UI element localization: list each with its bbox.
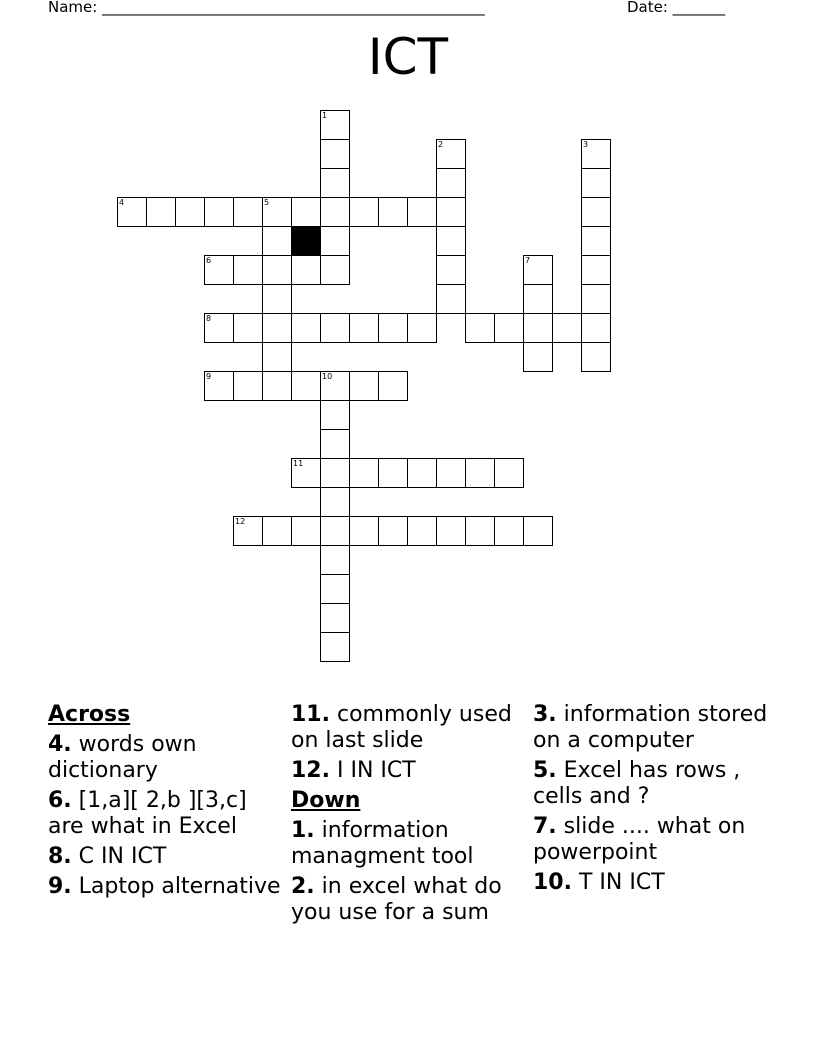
clue-down-3 xyxy=(533,702,769,754)
clue-number: 5. xyxy=(533,758,557,783)
grid-cell[interactable] xyxy=(581,139,611,169)
grid-cell[interactable] xyxy=(320,139,350,169)
grid-cell[interactable] xyxy=(291,197,321,227)
cell-number: 7 xyxy=(525,256,531,265)
grid-cell[interactable] xyxy=(349,458,379,488)
grid-cell[interactable] xyxy=(436,458,466,488)
clue-number: 3. xyxy=(533,702,557,727)
grid-cell[interactable] xyxy=(320,313,350,343)
clue-column-3 xyxy=(533,702,769,900)
grid-cell[interactable] xyxy=(320,168,350,198)
grid-cell[interactable] xyxy=(320,632,350,662)
grid-cell[interactable] xyxy=(581,342,611,372)
clue-number: 2. xyxy=(291,874,315,899)
cell-number: 8 xyxy=(206,314,212,323)
grid-cell[interactable] xyxy=(233,516,263,546)
clue-column-1 xyxy=(48,702,284,904)
grid-cell[interactable] xyxy=(320,458,350,488)
grid-cell[interactable] xyxy=(436,168,466,198)
grid-cell[interactable] xyxy=(204,371,234,401)
grid-cell[interactable] xyxy=(262,255,292,285)
grid-cell[interactable] xyxy=(320,255,350,285)
across-heading: Across xyxy=(48,702,131,727)
cell-number: 12 xyxy=(235,517,246,526)
clue-down-7 xyxy=(533,814,769,866)
grid-cell[interactable] xyxy=(204,197,234,227)
clue-text: [1,a][ 2,b ][3,c] are what in Excel xyxy=(48,788,247,839)
grid-cell[interactable] xyxy=(320,429,350,459)
clue-across-9 xyxy=(48,874,284,900)
grid-cell[interactable] xyxy=(262,342,292,372)
cell-number: 1 xyxy=(322,111,328,120)
grid-cell[interactable] xyxy=(581,226,611,256)
grid-cell[interactable] xyxy=(378,197,408,227)
grid-cell[interactable] xyxy=(523,516,553,546)
grid-cell[interactable] xyxy=(378,458,408,488)
grid-cell[interactable] xyxy=(465,313,495,343)
cell-number: 4 xyxy=(119,198,125,207)
grid-cell[interactable] xyxy=(320,226,350,256)
grid-cell[interactable] xyxy=(320,574,350,604)
grid-cell[interactable] xyxy=(407,313,437,343)
grid-cell[interactable] xyxy=(233,313,263,343)
grid-cell[interactable] xyxy=(436,226,466,256)
cell-number: 6 xyxy=(206,256,212,265)
grid-cell[interactable] xyxy=(523,284,553,314)
block-cell xyxy=(291,226,321,256)
grid-cell[interactable] xyxy=(523,342,553,372)
grid-cell[interactable] xyxy=(552,313,582,343)
grid-cell[interactable] xyxy=(378,313,408,343)
grid-cell[interactable] xyxy=(581,313,611,343)
grid-cell[interactable] xyxy=(494,516,524,546)
grid-cell[interactable] xyxy=(117,197,147,227)
cell-number: 11 xyxy=(293,459,304,468)
grid-cell[interactable] xyxy=(494,313,524,343)
grid-cell[interactable] xyxy=(175,197,205,227)
grid-cell[interactable] xyxy=(523,255,553,285)
grid-cell[interactable] xyxy=(204,313,234,343)
grid-cell[interactable] xyxy=(407,516,437,546)
clue-across-4 xyxy=(48,732,284,784)
grid-cell[interactable] xyxy=(320,197,350,227)
clue-across-12 xyxy=(291,758,527,784)
grid-cell[interactable] xyxy=(436,516,466,546)
clue-down-1 xyxy=(291,818,527,870)
clue-text: Excel has rows , cells and ? xyxy=(533,758,741,809)
grid-cell[interactable] xyxy=(407,458,437,488)
cell-number: 10 xyxy=(322,372,333,381)
grid-cell[interactable] xyxy=(581,168,611,198)
clue-text: words own dictionary xyxy=(48,732,197,783)
date-field: Date: _______ xyxy=(627,0,726,16)
grid-cell[interactable] xyxy=(378,371,408,401)
clue-number: 11. xyxy=(291,702,330,727)
grid-cell[interactable] xyxy=(262,516,292,546)
grid-cell[interactable] xyxy=(320,400,350,430)
grid-cell[interactable] xyxy=(436,139,466,169)
grid-cell[interactable] xyxy=(262,226,292,256)
clue-across-6 xyxy=(48,788,284,840)
clue-column-2 xyxy=(291,702,527,930)
grid-cell[interactable] xyxy=(291,255,321,285)
grid-cell[interactable] xyxy=(465,458,495,488)
clue-across-11 xyxy=(291,702,527,754)
clue-down-5 xyxy=(533,758,769,810)
grid-cell[interactable] xyxy=(262,313,292,343)
clue-text: slide .... what on powerpoint xyxy=(533,814,746,865)
clue-text: Laptop alternative xyxy=(78,874,281,899)
grid-cell[interactable] xyxy=(523,313,553,343)
grid-cell[interactable] xyxy=(291,458,321,488)
grid-cell[interactable] xyxy=(581,255,611,285)
grid-cell[interactable] xyxy=(349,313,379,343)
clue-down-2 xyxy=(291,874,527,926)
clue-text: C IN ICT xyxy=(78,844,167,869)
grid-cell[interactable] xyxy=(262,284,292,314)
grid-cell[interactable] xyxy=(320,371,350,401)
grid-cell[interactable] xyxy=(291,313,321,343)
clue-text: in excel what do you use for a sum xyxy=(291,874,502,925)
clue-number: 9. xyxy=(48,874,72,899)
puzzle-title: ICT xyxy=(367,28,449,86)
clue-number: 7. xyxy=(533,814,557,839)
grid-cell[interactable] xyxy=(320,545,350,575)
grid-cell[interactable] xyxy=(494,458,524,488)
clue-across-8 xyxy=(48,844,284,870)
clue-number: 10. xyxy=(533,870,572,895)
grid-cell[interactable] xyxy=(233,255,263,285)
grid-cell[interactable] xyxy=(349,197,379,227)
grid-cell[interactable] xyxy=(320,603,350,633)
clue-number: 6. xyxy=(48,788,72,813)
grid-cell[interactable] xyxy=(378,516,408,546)
cell-number: 5 xyxy=(264,198,270,207)
grid-cell[interactable] xyxy=(349,516,379,546)
grid-cell[interactable] xyxy=(465,516,495,546)
grid-cell[interactable] xyxy=(233,197,263,227)
grid-cell[interactable] xyxy=(291,371,321,401)
grid-cell[interactable] xyxy=(436,284,466,314)
clue-number: 12. xyxy=(291,758,330,783)
clue-text: commonly used on last slide xyxy=(291,702,512,753)
cell-number: 9 xyxy=(206,372,212,381)
grid-cell[interactable] xyxy=(581,284,611,314)
clue-number: 8. xyxy=(48,844,72,869)
grid-cell[interactable] xyxy=(146,197,176,227)
clue-number: 4. xyxy=(48,732,72,757)
grid-cell[interactable] xyxy=(233,371,263,401)
grid-cell[interactable] xyxy=(436,255,466,285)
clue-text: T IN ICT xyxy=(578,870,665,895)
clue-text: information managment tool xyxy=(291,818,474,869)
grid-cell[interactable] xyxy=(349,371,379,401)
clue-number: 1. xyxy=(291,818,315,843)
grid-cell[interactable] xyxy=(262,197,292,227)
clue-down-10 xyxy=(533,870,769,896)
grid-cell[interactable] xyxy=(204,255,234,285)
grid-cell[interactable] xyxy=(407,197,437,227)
grid-cell[interactable] xyxy=(581,197,611,227)
name-field: Name: ___________________________________________________ xyxy=(48,0,485,16)
grid-cell[interactable] xyxy=(320,110,350,140)
grid-cell[interactable] xyxy=(436,197,466,227)
grid-cell[interactable] xyxy=(262,371,292,401)
grid-cell[interactable] xyxy=(320,487,350,517)
grid-cell[interactable] xyxy=(320,516,350,546)
down-heading: Down xyxy=(291,788,361,813)
grid-cell[interactable] xyxy=(291,516,321,546)
clue-text: I IN ICT xyxy=(336,758,416,783)
cell-number: 2 xyxy=(438,140,444,149)
cell-number: 3 xyxy=(583,140,589,149)
clue-text: information stored on a computer xyxy=(533,702,768,753)
